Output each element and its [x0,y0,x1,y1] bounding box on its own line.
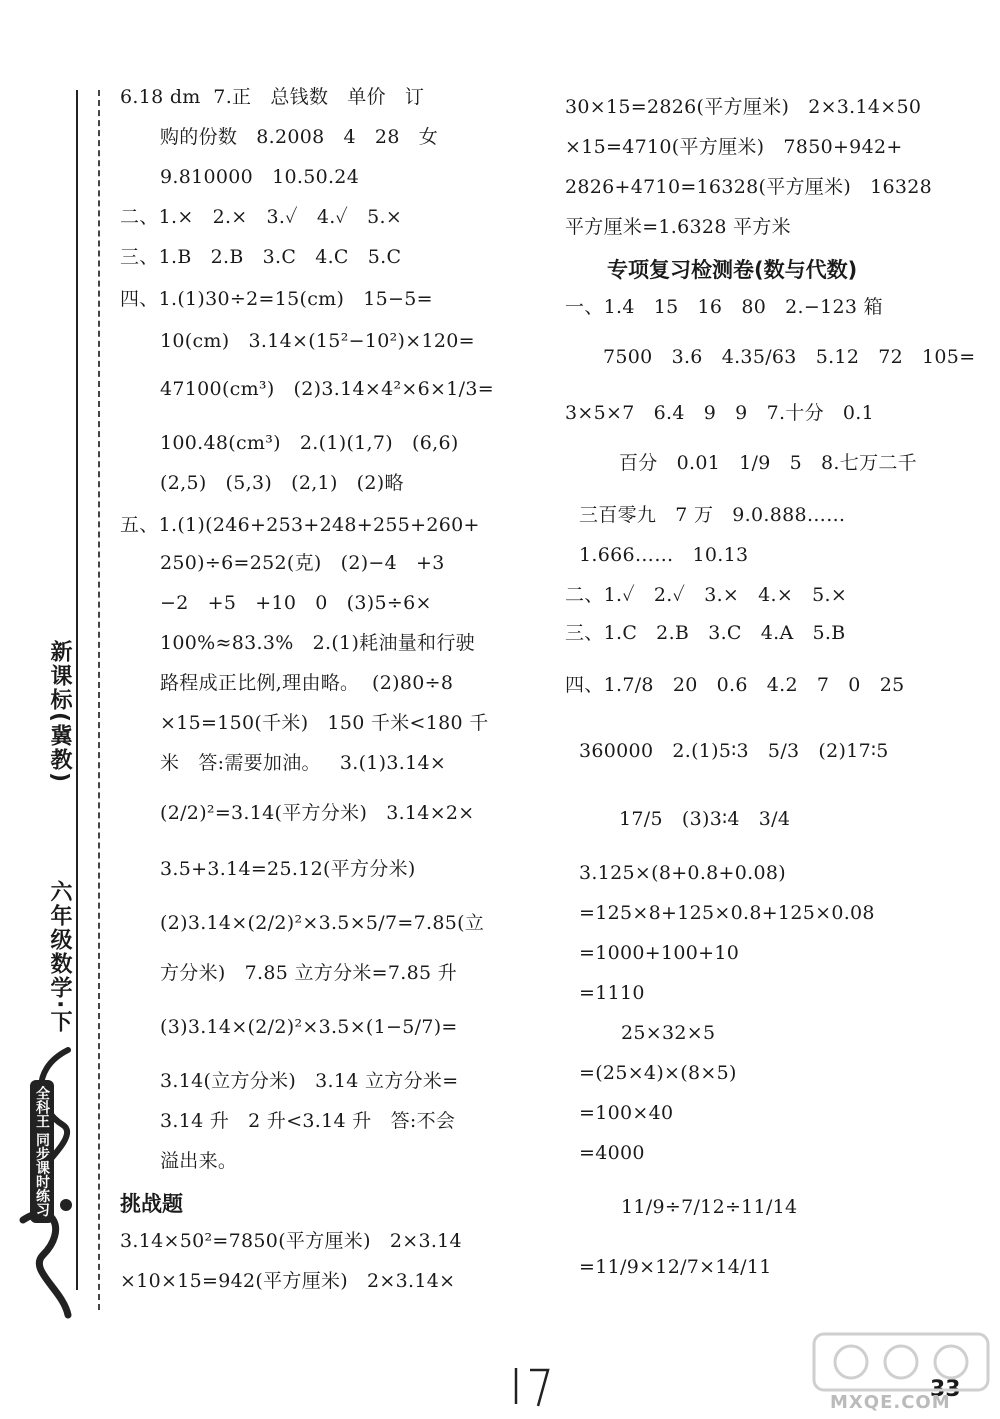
answer-line: 购的份数 8.2008 4 28 女 [160,126,439,148]
answer-line: 6.18 dm 7.正 总钱数 单价 订 [120,86,425,108]
answer-line: 2826+4710=16328(平方厘米) 16328 [565,176,933,198]
answer-line: 100.48(cm³) 2.(1)(1,7) (6,6) [160,432,459,454]
watermark-text: MXQE.COM [830,1392,951,1413]
answer-line: 二、1.× 2.× 3.✓ 4.✓ 5.× [120,206,403,228]
spine-dashed-line [98,90,100,1310]
answer-line: =11/9×12/7×14/11 [579,1256,772,1278]
answer-line: 五、1.(1)(246+253+248+255+260+ [120,514,480,536]
answer-line: 360000 2.(1)5∶3 5/3 (2)17∶5 [579,740,889,762]
answer-line: =1110 [579,982,645,1004]
answer-line: =(25×4)×(8×5) [579,1062,737,1084]
answer-line: 四、1.7/8 20 0.6 4.2 7 0 25 [565,674,905,696]
answer-line: 17/5 (3)3∶4 3/4 [619,808,791,830]
answer-line: (3)3.14×(2/2)²×3.5×(1−5/7)= [160,1016,458,1038]
book-spine [0,0,110,1419]
answer-line: −2 +5 +10 0 (3)5÷6× [160,592,432,614]
brand-name: 全科王 同步课时练习 [30,1080,54,1223]
answer-line: 三、1.B 2.B 3.C 4.C 5.C [120,246,402,268]
answer-line: 米 答:需要加油。 3.(1)3.14× [160,752,447,774]
answer-line: 25×32×5 [621,1022,716,1044]
handwritten-mark [508,1360,558,1410]
answer-line: ×15=4710(平方厘米) 7850+942+ [565,136,903,158]
answer-line: 10(cm) 3.14×(15²−10²)×120= [160,330,475,352]
answer-line: 一、1.4 15 16 80 2.−123 箱 [565,296,883,318]
section-heading: 专项复习检测卷(数与代数) [607,258,858,282]
answer-line: 二、1.✓ 2.✓ 3.× 4.× 5.× [565,584,848,606]
answer-line: 11/9÷7/12÷11/14 [621,1196,798,1218]
answer-line: (2/2)²=3.14(平方分米) 3.14×2× [160,802,475,824]
answer-line: 四、1.(1)30÷2=15(cm) 15−5= [120,288,433,310]
answer-line: 平方厘米=1.6328 平方米 [565,216,791,238]
grade-label: 六年级数学·下 [47,880,72,1035]
answer-line: 9.810000 10.50.24 [160,166,360,188]
series-label: 新课标(冀教) [47,640,72,785]
answer-line: 3×5×7 6.4 9 9 7.十分 0.1 [565,402,875,424]
answer-line: 3.125×(8+0.8+0.08) [579,862,786,884]
answer-line: ×10×15=942(平方厘米) 2×3.14× [120,1270,456,1292]
answer-line: 3.14(立方分米) 3.14 立方分米= [160,1070,459,1092]
answer-line: 路程成正比例,理由略。 (2)80÷8 [160,672,454,694]
answer-line: ×15=150(千米) 150 千米<180 千 [160,712,489,734]
answer-line: 7500 3.6 4.35/63 5.12 72 105= [603,346,976,368]
answer-line: 溢出来。 [160,1150,238,1172]
challenge-heading: 挑战题 [120,1192,183,1216]
answer-line: 百分 0.01 1/9 5 8.七万二千 [619,452,917,474]
answer-line: 3.14×50²=7850(平方厘米) 2×3.14 [120,1230,462,1252]
answer-line: (2)3.14×(2/2)²×3.5×5/7=7.85(立 [160,912,485,934]
page-number: 33 [930,1377,961,1402]
answer-line: (2,5) (5,3) (2,1) (2)略 [160,472,404,494]
answer-line: 三百零九 7 万 9.0.888…… [579,504,846,526]
answer-line: =4000 [579,1142,645,1164]
answer-line: =1000+100+10 [579,942,740,964]
answer-line: 3.14 升 2 升<3.14 升 答:不会 [160,1110,456,1132]
answer-line: =100×40 [579,1102,674,1124]
answer-line: 方分米) 7.85 立方分米=7.85 升 [160,962,458,984]
answer-line: 1.666…… 10.13 [579,544,749,566]
answer-line: 3.5+3.14=25.12(平方分米) [160,858,416,880]
answer-line: 30×15=2826(平方厘米) 2×3.14×50 [565,96,922,118]
answer-line: 三、1.C 2.B 3.C 4.A 5.B [565,622,846,644]
answer-line: 250)÷6=252(克) (2)−4 +3 [160,552,445,574]
answer-line: 100%≈83.3% 2.(1)耗油量和行驶 [160,632,475,654]
answer-line: 47100(cm³) (2)3.14×4²×6×1/3= [160,378,494,400]
answer-line: =125×8+125×0.8+125×0.08 [579,902,875,924]
